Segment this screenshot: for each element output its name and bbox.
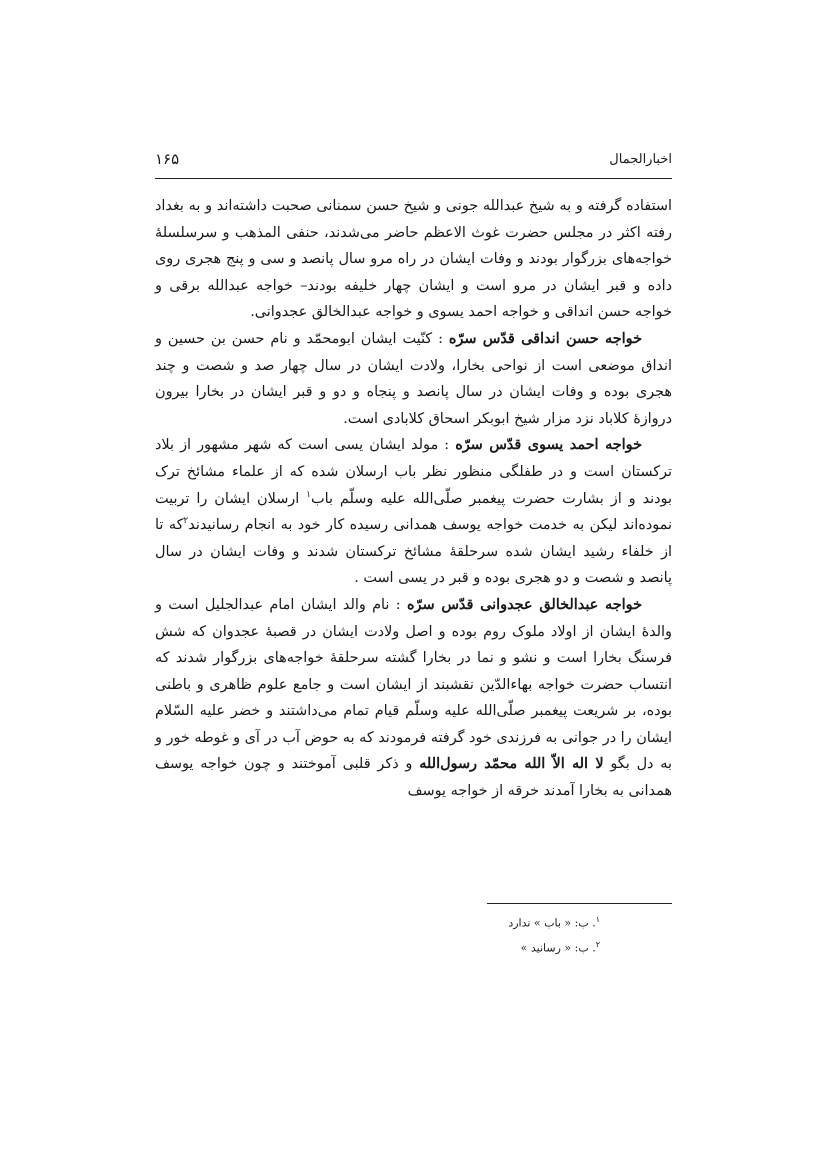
header-rule [155,178,672,179]
footnotes [420,909,600,958]
footnote-number: ۱ [595,915,600,924]
paragraph-2 [155,326,672,432]
paragraph-text: : نام والد ایشان امام عبدالجلیل است و والدهٔ ایشان از اولاد ملوک روم بوده و اصل ولادت ایشان در قصبهٔ عجدوان که شش فرسنگ بخارا است و نشو و نما در بخارا گشته سرحلقهٔ خواجه‌های بزرگوار شدند که انتساب حضرت خواجه بهاءالدّین نقشبند از ایشان است و جامع علوم ظاهری و باطنی بوده، بر شریعت پیغمبر صلّی‌الله علیه وسلّم قیام تمام می‌داشتند و خضر علیه السّلام ایشان را در جوانی به فرزندی خود گرفته فرمودند که به حوض آب در آی و غوطه خور و به دل بگو [155,596,672,773]
paragraph-text: استفاده گرفته و به شیخ عبدالله جونی و شیخ حسن سمنانی صحبت داشته‌اند و به بغداد رفته اکثر در مجلس حضرت غوث الاعظم حاضر می‌شدند، حنفی المذهب و سرسلسلهٔ خواجه‌های بزرگوار بودند و وفات ایشان در راه مرو سال پانصد و سی و پنج هجری روی داده و قبر ایشان در مرو است و ایشان چهار خلیفه بودند– خواجه عبدالله برقی و خواجه حسن انداقی و خواجه احمد یسوی و خواجه عبدالخالق عجدوانی. [155,198,672,321]
paragraph-text: : کنّیت ایشان ابومحمّد و نام حسن بن حسین و انداق موضعی است از نواحی بخارا، ولادت ایشان در سال چهار صد و شصت و چند هجری بوده و وفات ایشان در سال پانصد و پنجاه و دو و قبر ایشان در بخارا بیرون دروازهٔ کلاباد نزد مزار شیخ ابوبکر اسحاق کلابادی است. [155,330,672,427]
footnote-marker: ۲ [183,516,189,527]
paragraph-1 [155,193,672,326]
footnote-2 [420,934,600,959]
section-heading: خواجه احمد یسوی قدّس سرّه [455,436,643,454]
page-number: ۱۶۵ [155,150,180,168]
footnote-1 [420,909,600,934]
footnote-text: . ب: « رسانید » [520,941,596,955]
paragraph-text: : مولد ایشان یسی است که شهر مشهور از بلاد ترکستان است و در طفلگی منظور نظر باب ارسلان شده که از علماء مشائخ ترک بودند و از بشارت حضرت پیغمبر صلّی‌الله علیه وسلّم باب [155,437,672,507]
paragraph-4 [155,592,672,805]
paragraph-text: ارسلان ایشان را تربیت نموده‌اند لیکن به خدمت خواجه یوسف همدانی رسیده کار خود به انجام رسانیدند [155,490,672,534]
bold-phrase: لا اله الاّ الله محمّد رسول‌الله [419,755,604,773]
page-header [155,148,672,172]
running-title: اخبارالجمال [609,152,672,167]
footnote-number: ۲ [595,939,600,949]
footnote-rule [487,903,672,904]
section-heading: خواجه عبدالخالق عجدوانی قدّس سرّه [407,595,642,613]
paragraph-3 [155,432,672,592]
paragraph-text: که تا از خلفاء رشید ایشان شده سرحلقهٔ مشائخ ترکستان شدند و وفات ایشان در سال پانصد و شصت و دو هجری بوده و قبر در یسی است . [155,517,672,587]
footnote-text: . ب: « باب » ندارد [508,916,596,930]
paragraph-text: و ذکر قلبی آموختند و چون خواجه یوسف همدانی به بخارا آمدند خرقه از خواجه یوسف [155,756,672,800]
section-heading: خواجه حسن انداقی قدّس سرّه [448,329,642,347]
body-text [155,193,672,805]
footnote-marker: ۱ [306,489,312,500]
